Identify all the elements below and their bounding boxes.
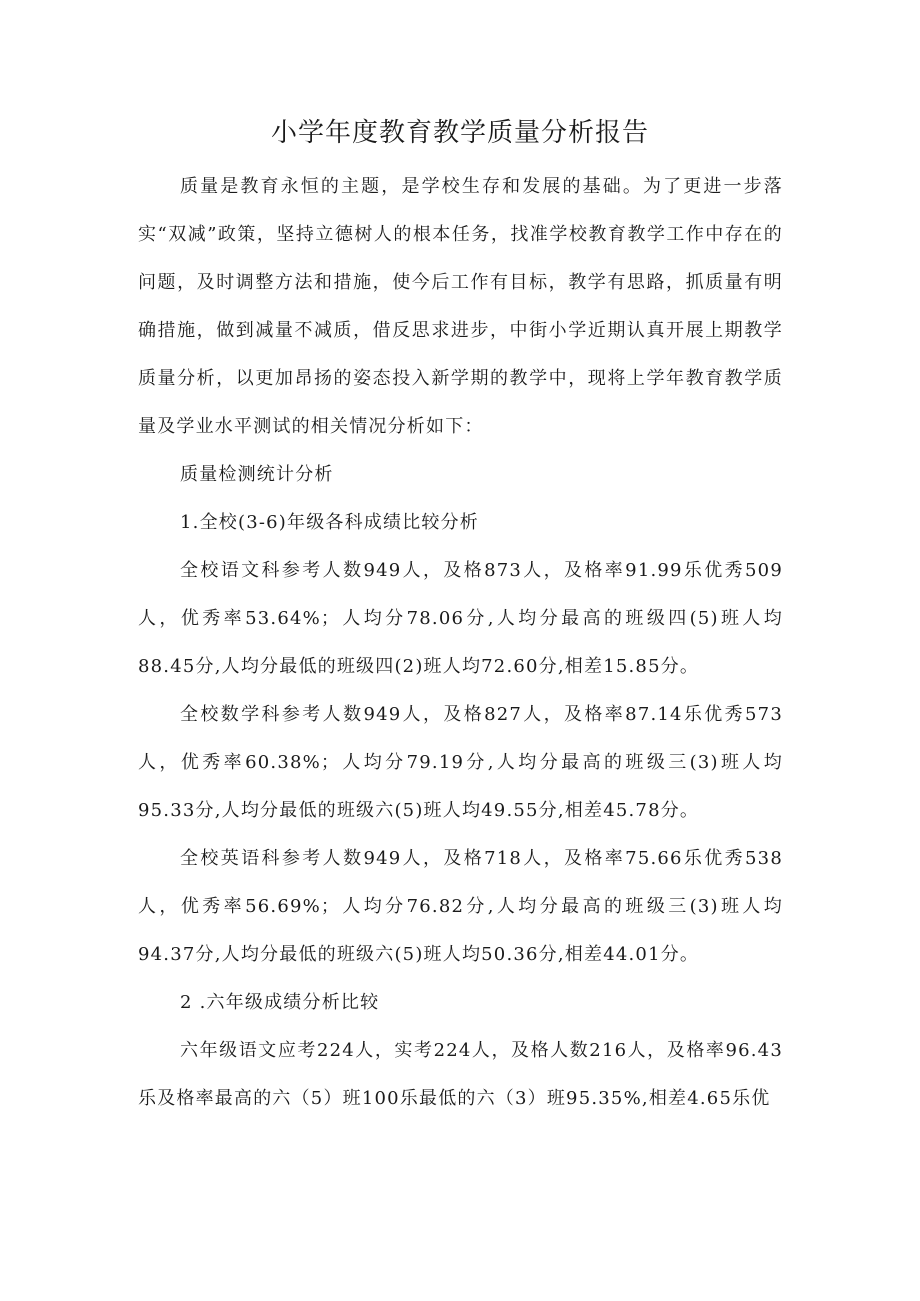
section-heading: 质量检测统计分析: [180, 464, 334, 485]
grade6-stats-paragraph: 六年级语文应考224人，实考224人，及格人数216人，及格率96.43乐及格率最高的六（5）班100乐最低的六（3）班95.35%,相差4.65乐优: [138, 1040, 783, 1109]
math-stats-paragraph: 全校数学科参考人数949人，及格827人，及格率87.14乐优秀573人，优秀率60.38%；人均分79.19分,人均分最高的班级三(3)班人均95.33分,人均分最低的班级六(5)班人均49.55分,相差45.78分。: [138, 704, 783, 821]
subsection-heading-1: 1.全校(3-6)年级各科成绩比较分析: [180, 512, 480, 533]
subsection-heading-2: 2 .六年级成绩分析比较: [180, 992, 380, 1013]
chinese-stats-paragraph: 全校语文科参考人数949人，及格873人，及格率91.99乐优秀509人，优秀率53.64%；人均分78.06分,人均分最高的班级四(5)班人均88.45分,人均分最低的班级四(2)班人均72.60分,相差15.85分。: [138, 560, 783, 677]
english-stats-paragraph: 全校英语科参考人数949人，及格718人，及格率75.66乐优秀538人，优秀率56.69%；人均分76.82分,人均分最高的班级三(3)班人均94.37分,人均分最低的班级六(5)班人均50.36分,相差44.01分。: [138, 848, 783, 965]
document-title: 小学年度教育教学质量分析报告: [270, 118, 649, 148]
document-body: [138, 163, 783, 1123]
intro-paragraph: 质量是教育永恒的主题，是学校生存和发展的基础。为了更进一步落实“双减”政策，坚持立德树人的根本任务，找准学校教育教学工作中存在的问题，及时调整方法和措施，使今后工作有目标，教学有思路，抓质量有明确措施，做到减量不减质，借反思求进步，中街小学近期认真开展上期教学质量分析，以更加昂扬的姿态投入新学期的教学中，现将上学年教育教学质量及学业水平测试的相关情况分析如下：: [138, 176, 783, 437]
